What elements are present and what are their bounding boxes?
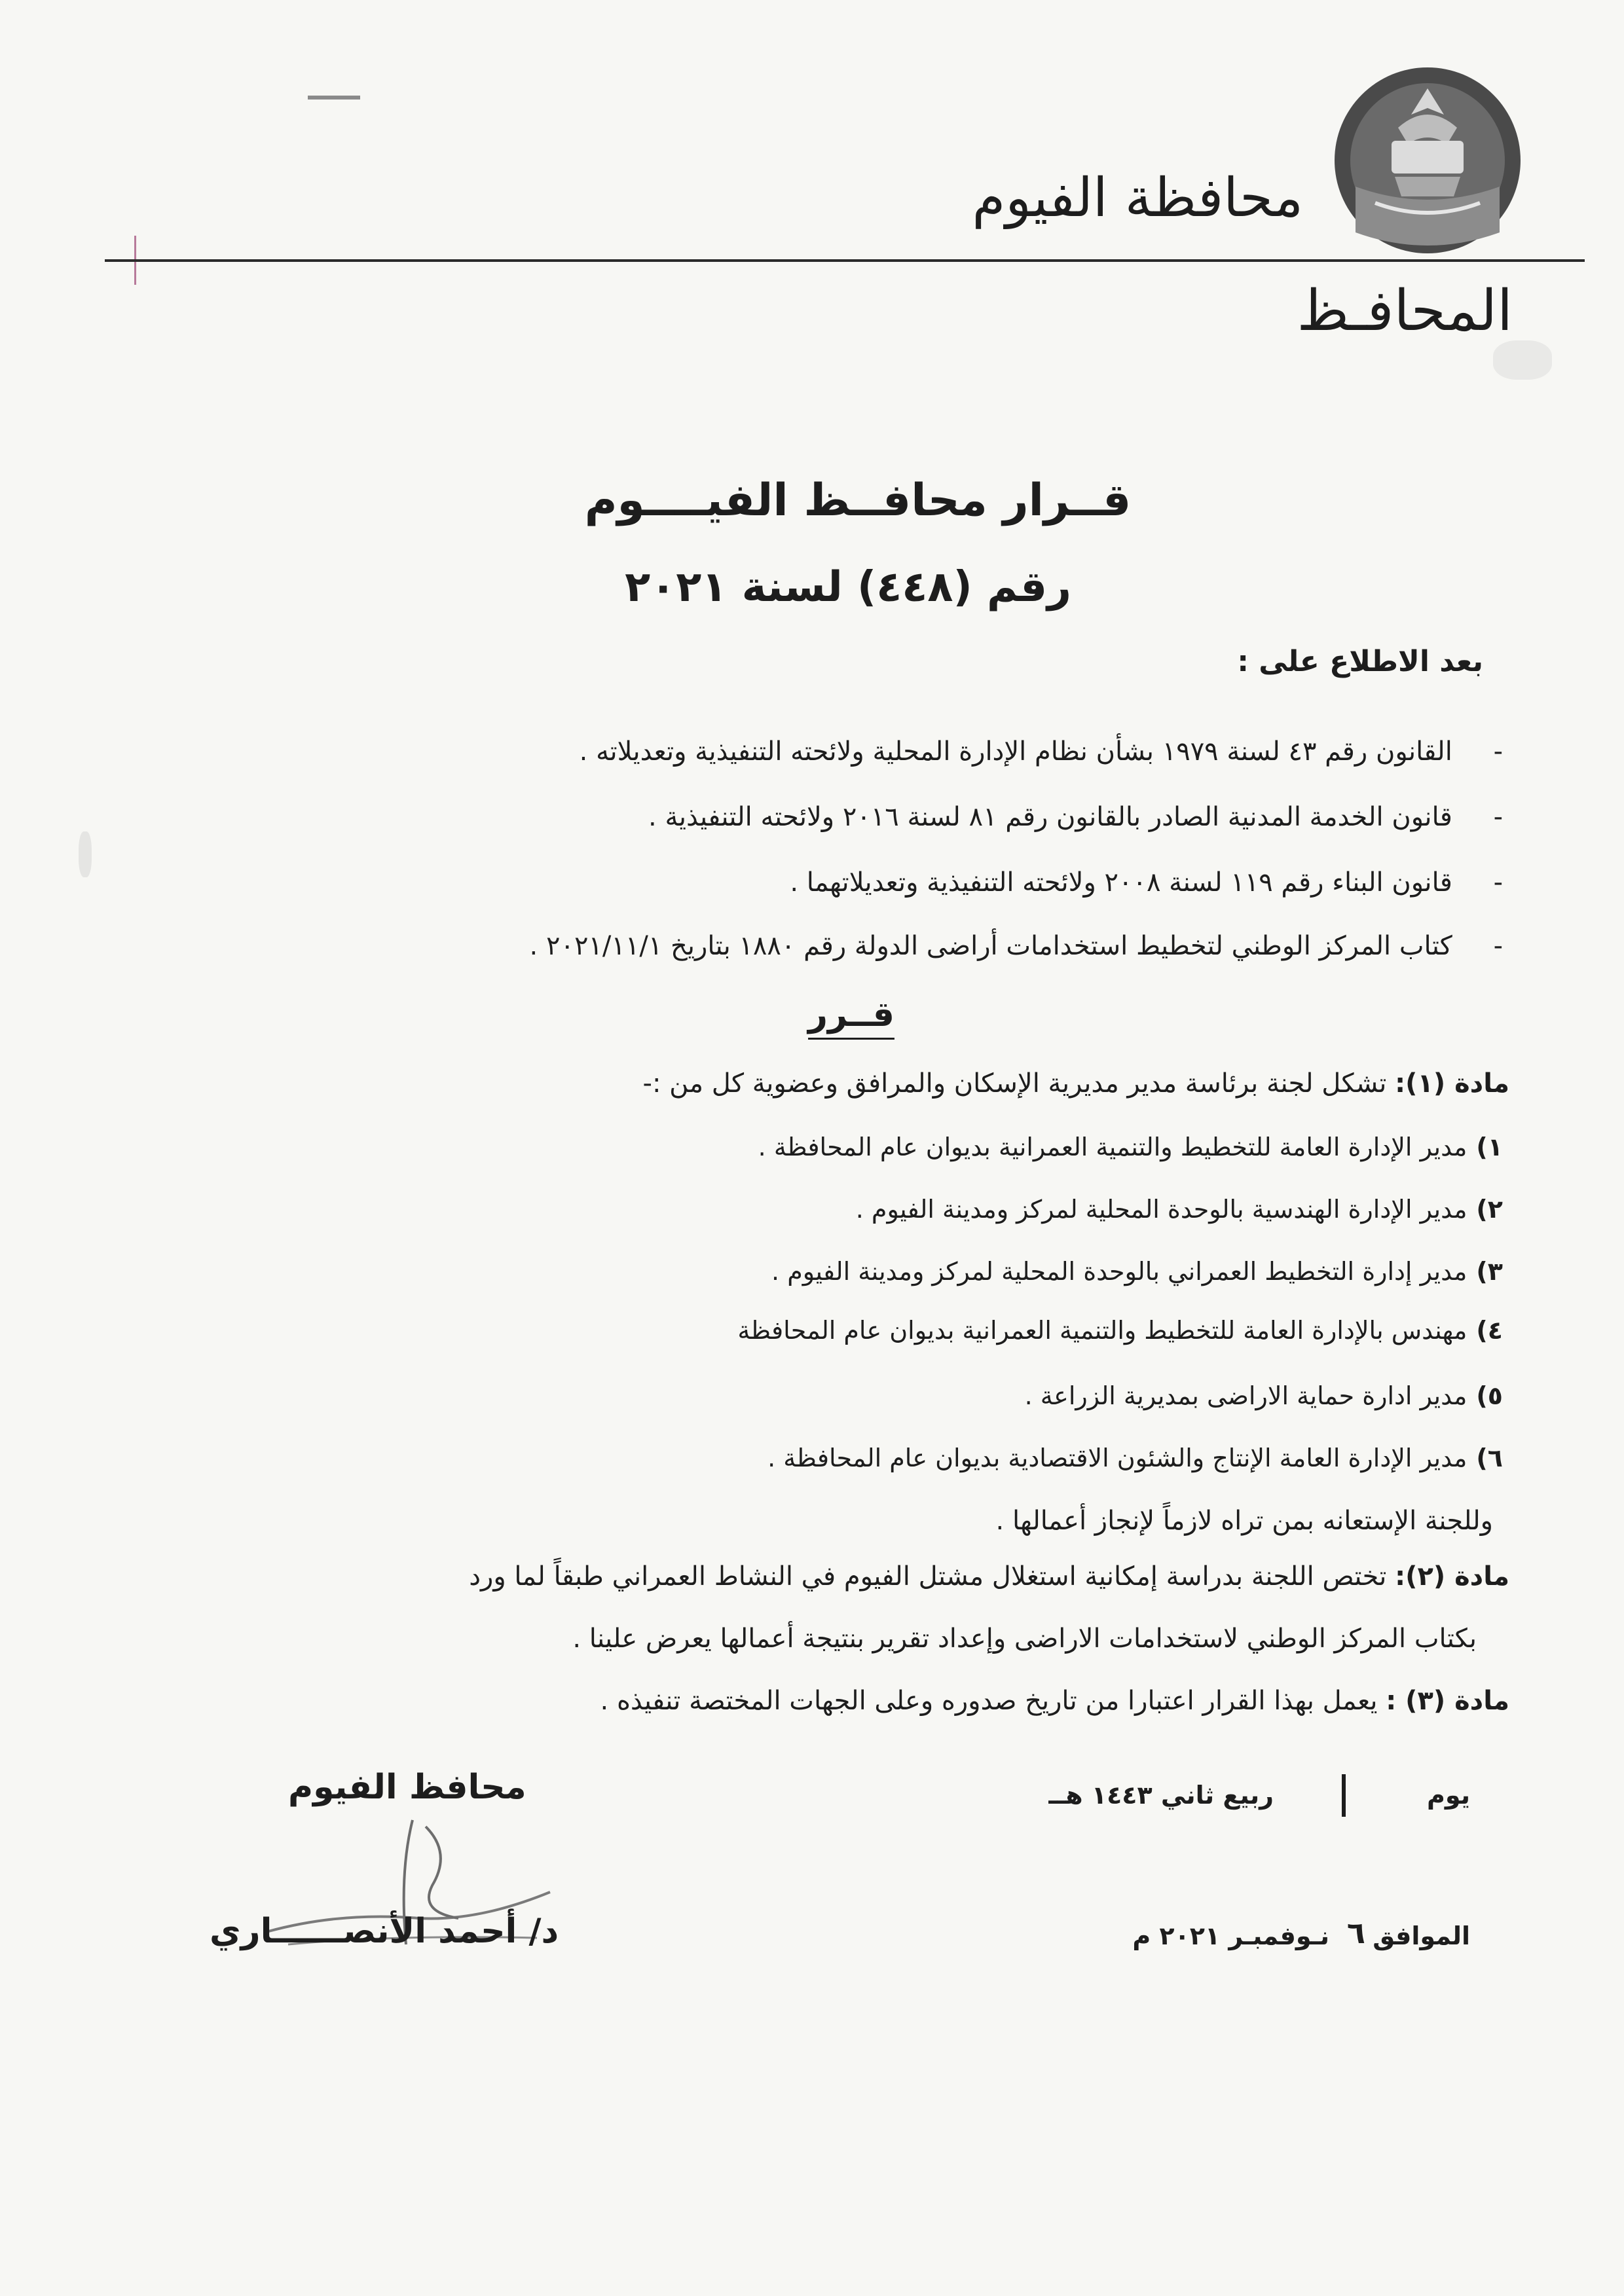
- list-item: [856, 1195, 1503, 1224]
- reference-dash: -: [1493, 737, 1503, 767]
- decided-heading: قــرر: [808, 995, 895, 1034]
- reference-line: [790, 867, 1503, 898]
- item-text: مدير الإدارة العامة الإنتاج والشئون الاقتصادية بديوان عام المحافظة .: [767, 1444, 1467, 1472]
- gregorian-date: نـوفمبـر ٢٠٢١ م: [1132, 1922, 1329, 1950]
- date-separator: [1342, 1774, 1346, 1817]
- list-item: [767, 1444, 1503, 1472]
- item-number: ٢): [1476, 1195, 1503, 1224]
- reference-dash: -: [1493, 931, 1503, 961]
- item-text: مهندس بالإدارة العامة للتخطيط والتنمية العمرانية بديوان عام المحافظة: [737, 1316, 1467, 1345]
- reference-text: قانون الخدمة المدنية الصادر بالقانون رقم ٨١ لسنة ٢٠١٦ ولائحته التنفيذية .: [648, 802, 1452, 832]
- article-2-continued: بكتاب المركز الوطني لاستخدامات الاراضى وإعداد تقرير بنتيجة أعمالها يعرض علينا .: [572, 1624, 1477, 1654]
- reference-dash: -: [1493, 867, 1503, 898]
- article-1: [643, 1068, 1509, 1099]
- article-3: [600, 1686, 1509, 1716]
- reference-text: كتاب المركز الوطني لتخطيط استخدامات أراضى الدولة رقم ١٨٨٠ بتاريخ ٢٠٢١/١١/١ .: [529, 931, 1452, 961]
- article-text: تختص اللجنة بدراسة إمكانية استغلال مشتل الفيوم في النشاط العمراني طبقاً لما ورد: [469, 1561, 1387, 1592]
- article-label: مادة (٢):: [1395, 1561, 1509, 1592]
- list-item: [758, 1133, 1503, 1161]
- article-text: تشكل لجنة برئاسة مدير مديرية الإسكان والمرافق وعضوية كل من :-: [642, 1068, 1387, 1099]
- reference-text: قانون البناء رقم ١١٩ لسنة ٢٠٠٨ ولائحته التنفيذية وتعديلاتهما .: [790, 867, 1452, 898]
- article-label: مادة (١):: [1395, 1068, 1509, 1099]
- day-label: يوم: [1427, 1781, 1470, 1810]
- hijri-date: ربيع ثاني ١٤٤٣ هــ: [1048, 1781, 1274, 1810]
- reference-line: [530, 931, 1503, 961]
- corresponding-label: الموافق: [1373, 1922, 1470, 1950]
- decree-title: قــرار محافــظ الفيــــوم: [584, 475, 1132, 526]
- item-number: ٣): [1476, 1257, 1503, 1286]
- office-label: المحافـظ: [1297, 278, 1513, 344]
- reference-dash: -: [1493, 802, 1503, 832]
- governorate-name: محافظة الفيوم: [972, 167, 1303, 229]
- article-text: يعمل بهذا القرار اعتبارا من تاريخ صدوره وعلى الجهات المختصة تنفيذه .: [600, 1686, 1378, 1716]
- scan-mark: [79, 831, 92, 877]
- item-text: مدير إدارة التخطيط العمراني بالوحدة المحلية لمركز ومدينة الفيوم .: [771, 1257, 1467, 1286]
- list-item: [771, 1257, 1503, 1286]
- item-number: ٦): [1476, 1444, 1503, 1472]
- scan-mark: [1493, 340, 1552, 380]
- scan-mark: [308, 96, 360, 100]
- item-number: ١): [1476, 1133, 1503, 1161]
- article-2: [469, 1561, 1509, 1592]
- header-divider: [105, 259, 1585, 262]
- list-item: [737, 1316, 1503, 1345]
- item-number: ٤): [1476, 1316, 1503, 1345]
- preamble: بعد الاطلاع على :: [1237, 645, 1483, 678]
- decree-number: رقم (٤٤٨) لسنة ٢٠٢١: [625, 563, 1071, 611]
- item-text: مدير الإدارة الهندسية بالوحدة المحلية لمركز ومدينة الفيوم .: [855, 1195, 1467, 1224]
- item-text: مدير الإدارة العامة للتخطيط والتنمية العمرانية بديوان عام المحافظة .: [758, 1133, 1467, 1161]
- list-item: [1025, 1381, 1503, 1410]
- reference-text: القانون رقم ٤٣ لسنة ١٩٧٩ بشأن نظام الإدارة المحلية ولائحته التنفيذية وتعديلاته .: [579, 737, 1452, 767]
- committee-assistance: وللجنة الإستعانه بمن تراه لازماً لإنجاز أعمالها .: [995, 1506, 1493, 1536]
- reference-line: [580, 737, 1503, 767]
- item-number: ٥): [1476, 1381, 1503, 1410]
- signatory-title: محافظ الفيوم: [288, 1768, 526, 1807]
- article-label: مادة (٣) :: [1386, 1686, 1509, 1716]
- signatory-name: د/ أحمد الأنصــــــاري: [210, 1912, 559, 1951]
- item-text: مدير ادارة حماية الاراضى بمديرية الزراعة .: [1024, 1381, 1467, 1410]
- reference-line: [648, 802, 1503, 832]
- governorate-seal-icon: [1329, 62, 1526, 259]
- gregorian-day: ٦: [1346, 1915, 1365, 1950]
